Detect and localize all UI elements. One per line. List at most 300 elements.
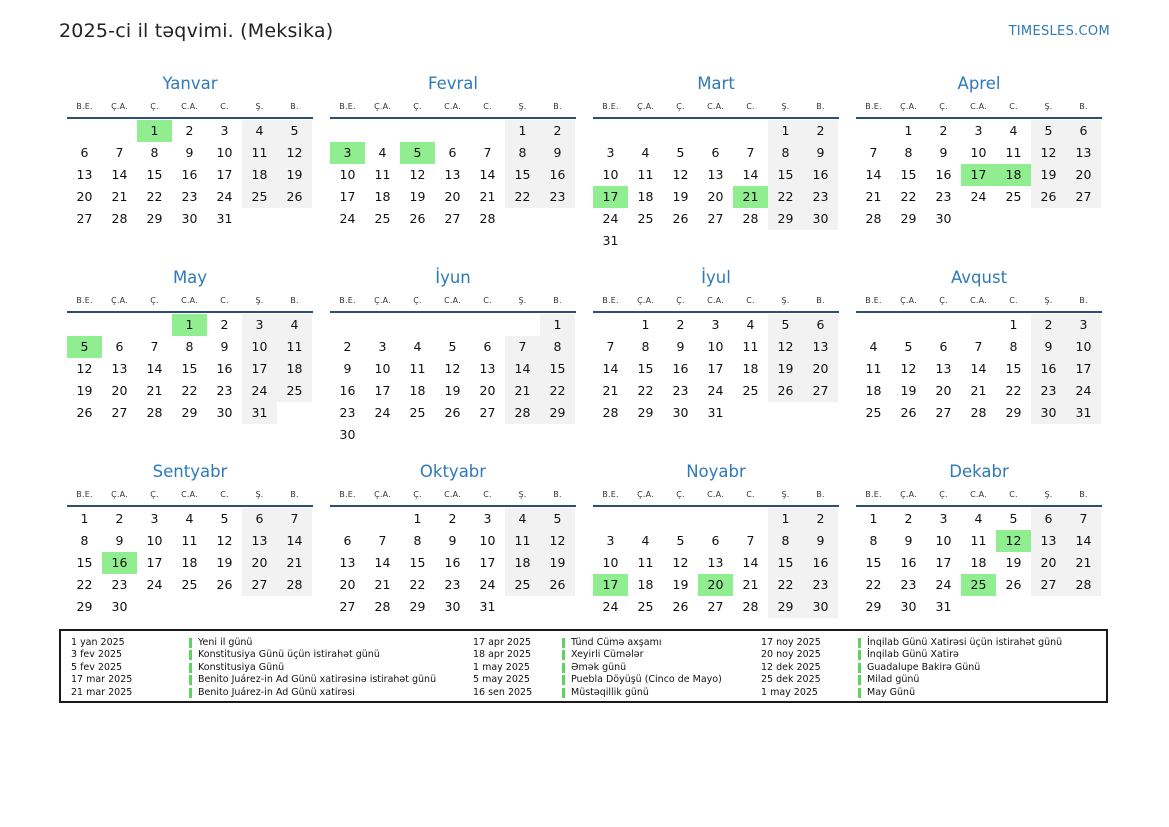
day-cell: 5 — [676, 533, 685, 548]
day-cell: 9 — [803, 142, 838, 164]
day-cell: 2 — [904, 511, 913, 526]
day-cell: 1 — [505, 120, 540, 142]
day-cell: 16 — [540, 164, 575, 186]
weekday-label: C.A. — [181, 490, 198, 499]
day-cell: 25 — [181, 577, 198, 592]
empty-cell — [856, 314, 891, 336]
day-cell: 19 — [216, 555, 233, 570]
holiday-day-cell: 5 — [400, 142, 435, 164]
day-cell: 28 — [479, 211, 496, 226]
day-cell: 24 — [374, 405, 391, 420]
day-cell: 21 — [374, 577, 391, 592]
day-cell: 26 — [277, 186, 312, 208]
day-cell: 2 — [676, 317, 685, 332]
empty-cell — [330, 508, 365, 530]
day-cell: 25 — [637, 211, 654, 226]
day-grid — [67, 507, 313, 618]
holiday-date: 3 fev 2025 — [71, 649, 123, 661]
legend-row — [761, 687, 1091, 699]
day-cell: 25 — [505, 574, 540, 596]
day-cell: 31 — [479, 599, 496, 614]
day-cell: 1 — [80, 511, 89, 526]
day-grid — [593, 507, 839, 618]
day-cell: 24 — [935, 577, 952, 592]
day-cell: 20 — [1031, 552, 1066, 574]
day-cell: 15 — [768, 164, 803, 186]
weekday-label: Ç.A. — [111, 102, 128, 111]
weekday-label: Ç.A. — [900, 490, 917, 499]
weekday-label: Ç.A. — [111, 296, 128, 305]
day-cell: 3 — [606, 533, 615, 548]
day-cell: 9 — [803, 530, 838, 552]
weekday-label: C. — [1009, 102, 1018, 111]
holiday-date: 18 apr 2025 — [473, 649, 532, 661]
empty-cell — [470, 314, 505, 336]
day-cell: 4 — [974, 511, 983, 526]
weekday-label: B. — [290, 490, 299, 499]
day-cell: 30 — [935, 211, 952, 226]
day-cell: 10 — [339, 167, 356, 182]
day-cell: 9 — [540, 142, 575, 164]
weekday-label: B. — [816, 296, 825, 305]
day-cell: 8 — [768, 530, 803, 552]
day-cell: 26 — [672, 599, 689, 614]
day-cell: 20 — [444, 189, 461, 204]
day-cell: 23 — [111, 577, 128, 592]
day-cell: 19 — [1005, 555, 1022, 570]
weekday-label: Ç. — [150, 490, 159, 499]
empty-cell — [365, 120, 400, 142]
weekday-label: Ş. — [1044, 102, 1053, 111]
day-cell: 23 — [935, 189, 952, 204]
day-cell: 26 — [540, 574, 575, 596]
empty-cell — [628, 120, 663, 142]
day-cell: 31 — [707, 405, 724, 420]
month-name: Sentyabr — [152, 462, 228, 481]
day-cell: 30 — [111, 599, 128, 614]
empty-cell — [400, 120, 435, 142]
month-name: Dekabr — [949, 462, 1009, 481]
day-cell: 9 — [448, 533, 457, 548]
day-cell: 29 — [146, 211, 163, 226]
weekday-label: Ç. — [939, 102, 948, 111]
day-cell: 15 — [409, 555, 426, 570]
day-cell: 24 — [479, 577, 496, 592]
legend-row — [71, 674, 451, 686]
day-cell: 9 — [1031, 336, 1066, 358]
day-cell: 30 — [1031, 402, 1066, 424]
day-cell: 11 — [505, 530, 540, 552]
holiday-day-cell: 17 — [593, 186, 628, 208]
day-cell: 30 — [216, 405, 233, 420]
day-cell: 6 — [803, 314, 838, 336]
empty-cell — [67, 120, 102, 142]
day-cell: 9 — [343, 361, 352, 376]
day-cell: 10 — [242, 336, 277, 358]
day-cell: 15 — [900, 167, 917, 182]
day-cell: 22 — [540, 380, 575, 402]
day-cell: 17 — [339, 189, 356, 204]
day-cell: 25 — [865, 405, 882, 420]
day-cell: 1 — [540, 314, 575, 336]
holiday-day-cell: 25 — [961, 574, 996, 596]
weekday-label: B.E. — [76, 296, 93, 305]
weekday-label: C.A. — [707, 490, 724, 499]
day-cell: 23 — [181, 189, 198, 204]
day-cell: 6 — [483, 339, 492, 354]
day-cell: 27 — [111, 405, 128, 420]
day-cell: 10 — [970, 145, 987, 160]
day-cell: 25 — [637, 599, 654, 614]
month-name: Avqust — [950, 268, 1008, 287]
empty-cell — [593, 508, 628, 530]
day-cell: 16 — [339, 383, 356, 398]
day-cell: 29 — [540, 402, 575, 424]
day-cell: 11 — [637, 167, 654, 182]
day-cell: 31 — [242, 402, 277, 424]
weekday-label: B. — [553, 296, 562, 305]
day-cell: 12 — [900, 361, 917, 376]
day-cell: 18 — [970, 555, 987, 570]
day-cell: 30 — [672, 405, 689, 420]
weekday-label: Ç.A. — [637, 296, 654, 305]
weekday-label: C.A. — [970, 296, 987, 305]
day-cell: 23 — [216, 383, 233, 398]
weekday-label: C. — [483, 102, 492, 111]
day-cell: 28 — [111, 211, 128, 226]
holiday-date: 16 sen 2025 — [473, 686, 533, 698]
empty-cell — [365, 508, 400, 530]
holiday-date: 1 may 2025 — [473, 661, 530, 673]
day-cell: 16 — [181, 167, 198, 182]
day-cell: 14 — [1066, 530, 1101, 552]
day-cell: 28 — [1066, 574, 1101, 596]
day-cell: 6 — [448, 145, 457, 160]
day-cell: 1 — [869, 511, 878, 526]
month-name: Mart — [697, 74, 735, 93]
weekday-label: B. — [1079, 296, 1088, 305]
day-grid — [330, 119, 576, 230]
empty-cell — [330, 120, 365, 142]
day-cell: 16 — [900, 555, 917, 570]
weekday-header — [330, 484, 576, 507]
day-cell: 4 — [413, 339, 422, 354]
day-cell: 11 — [374, 167, 391, 182]
day-cell: 23 — [900, 577, 917, 592]
day-cell: 15 — [146, 167, 163, 182]
day-cell: 10 — [146, 533, 163, 548]
empty-cell — [67, 314, 102, 336]
day-cell: 7 — [746, 533, 755, 548]
weekday-label: C.A. — [181, 296, 198, 305]
holiday-name: Guadalupe Bakirə Günü — [867, 661, 981, 673]
legend-row — [71, 649, 451, 661]
day-cell: 5 — [676, 145, 685, 160]
day-cell: 4 — [277, 314, 312, 336]
day-cell: 25 — [277, 380, 312, 402]
holiday-name: İnqilab Günü Xatirəsi üçün istirahət günü — [867, 637, 1063, 648]
holiday-date: 21 mar 2025 — [71, 686, 133, 698]
holiday-marker — [562, 650, 565, 660]
day-cell: 7 — [378, 533, 387, 548]
day-cell: 23 — [672, 383, 689, 398]
day-cell: 8 — [540, 336, 575, 358]
site-brand-link[interactable]: TIMESLES.COM — [1008, 24, 1110, 39]
day-cell: 22 — [146, 189, 163, 204]
day-cell: 15 — [768, 552, 803, 574]
empty-cell — [593, 120, 628, 142]
day-cell: 13 — [935, 361, 952, 376]
day-cell: 2 — [185, 123, 194, 138]
day-cell: 13 — [76, 167, 93, 182]
weekday-label: Ç. — [413, 490, 422, 499]
day-cell: 10 — [216, 145, 233, 160]
day-cell: 24 — [1066, 380, 1101, 402]
weekday-label: C.A. — [970, 102, 987, 111]
day-cell: 16 — [1031, 358, 1066, 380]
day-cell: 8 — [80, 533, 89, 548]
day-cell: 6 — [80, 145, 89, 160]
holiday-marker — [562, 663, 565, 673]
day-cell: 18 — [742, 361, 759, 376]
day-cell: 29 — [1005, 405, 1022, 420]
month-9 — [67, 460, 313, 620]
day-cell: 15 — [76, 555, 93, 570]
day-cell: 8 — [869, 533, 878, 548]
day-cell: 22 — [505, 186, 540, 208]
day-cell: 6 — [711, 145, 720, 160]
day-cell: 6 — [115, 339, 124, 354]
weekday-label: C.A. — [444, 296, 461, 305]
day-cell: 9 — [220, 339, 229, 354]
empty-cell — [698, 508, 733, 530]
day-cell: 8 — [505, 142, 540, 164]
day-cell: 15 — [637, 361, 654, 376]
day-cell: 12 — [409, 167, 426, 182]
day-cell: 25 — [374, 211, 391, 226]
day-cell: 28 — [505, 402, 540, 424]
legend-row — [71, 662, 451, 674]
weekday-label: Ç.A. — [637, 102, 654, 111]
day-cell: 26 — [76, 405, 93, 420]
day-cell: 8 — [641, 339, 650, 354]
month-name: İyul — [701, 268, 731, 287]
day-cell: 31 — [602, 233, 619, 248]
day-cell: 9 — [939, 145, 948, 160]
day-cell: 5 — [540, 508, 575, 530]
day-cell: 13 — [444, 167, 461, 182]
day-cell: 25 — [742, 383, 759, 398]
day-cell: 20 — [707, 189, 724, 204]
day-cell: 17 — [935, 555, 952, 570]
day-cell: 12 — [1031, 142, 1066, 164]
day-cell: 24 — [242, 380, 277, 402]
weekday-label: C. — [220, 296, 229, 305]
empty-cell — [733, 120, 768, 142]
weekday-label: B. — [290, 102, 299, 111]
day-grid — [330, 507, 576, 618]
empty-cell — [102, 314, 137, 336]
day-cell: 18 — [242, 164, 277, 186]
day-cell: 5 — [1009, 511, 1018, 526]
day-cell: 7 — [483, 145, 492, 160]
day-cell: 22 — [181, 383, 198, 398]
day-cell: 3 — [483, 511, 492, 526]
day-cell: 8 — [150, 145, 159, 160]
day-cell: 30 — [339, 427, 356, 442]
weekday-label: Ç. — [676, 102, 685, 111]
month-4 — [856, 72, 1102, 260]
day-grid — [67, 313, 313, 424]
day-cell: 23 — [444, 577, 461, 592]
day-cell: 13 — [707, 555, 724, 570]
legend-row — [761, 662, 1091, 674]
day-cell: 25 — [409, 405, 426, 420]
day-cell: 24 — [146, 577, 163, 592]
legend-column — [761, 637, 1091, 699]
legend-row — [71, 637, 451, 649]
weekday-label: B. — [290, 296, 299, 305]
day-cell: 27 — [803, 380, 838, 402]
day-cell: 23 — [803, 186, 838, 208]
holiday-name: Konstitusiya Günü üçün istirahət günü — [198, 649, 380, 661]
day-cell: 22 — [865, 577, 882, 592]
day-cell: 29 — [768, 208, 803, 230]
legend-row — [71, 687, 451, 699]
weekday-label: B.E. — [865, 102, 882, 111]
day-cell: 26 — [1031, 186, 1066, 208]
weekday-label: B.E. — [865, 296, 882, 305]
day-cell: 20 — [479, 383, 496, 398]
day-cell: 8 — [413, 533, 422, 548]
holiday-date: 12 dek 2025 — [761, 661, 821, 673]
day-cell: 11 — [865, 361, 882, 376]
month-name: Noyabr — [686, 462, 746, 481]
day-grid — [593, 119, 839, 252]
day-cell: 7 — [115, 145, 124, 160]
holiday-name: İnqilab Günü Xatirə — [867, 649, 959, 661]
day-cell: 20 — [242, 552, 277, 574]
weekday-header — [67, 96, 313, 119]
holiday-marker — [562, 688, 565, 698]
day-cell: 20 — [1066, 164, 1101, 186]
month-10 — [330, 460, 576, 620]
day-cell: 11 — [409, 361, 426, 376]
day-cell: 4 — [1009, 123, 1018, 138]
day-cell: 22 — [409, 577, 426, 592]
day-cell: 24 — [602, 599, 619, 614]
empty-cell — [698, 120, 733, 142]
empty-cell — [891, 314, 926, 336]
weekday-label: Ş. — [255, 102, 264, 111]
weekday-label: Ç. — [150, 296, 159, 305]
weekday-label: B.E. — [865, 490, 882, 499]
day-cell: 7 — [746, 145, 755, 160]
day-cell: 22 — [1005, 383, 1022, 398]
day-cell: 29 — [768, 596, 803, 618]
day-cell: 20 — [935, 383, 952, 398]
day-cell: 21 — [111, 189, 128, 204]
day-cell: 16 — [935, 167, 952, 182]
day-cell: 3 — [220, 123, 229, 138]
day-cell: 14 — [505, 358, 540, 380]
month-name: Aprel — [957, 74, 1001, 93]
day-cell: 19 — [444, 383, 461, 398]
day-cell: 14 — [277, 530, 312, 552]
day-cell: 10 — [935, 533, 952, 548]
day-cell: 2 — [1031, 314, 1066, 336]
day-cell: 12 — [444, 361, 461, 376]
holiday-day-cell: 1 — [172, 314, 207, 336]
empty-cell — [593, 314, 628, 336]
day-cell: 18 — [409, 383, 426, 398]
day-cell: 6 — [242, 508, 277, 530]
day-cell: 11 — [277, 336, 312, 358]
weekday-label: C. — [1009, 490, 1018, 499]
day-cell: 11 — [242, 142, 277, 164]
day-cell: 23 — [803, 574, 838, 596]
day-cell: 24 — [339, 211, 356, 226]
day-cell: 16 — [444, 555, 461, 570]
weekday-label: B.E. — [339, 296, 356, 305]
empty-cell — [856, 120, 891, 142]
weekday-label: C.A. — [444, 490, 461, 499]
day-cell: 14 — [374, 555, 391, 570]
holiday-day-cell: 1 — [137, 120, 172, 142]
empty-cell — [926, 314, 961, 336]
month-1 — [67, 72, 313, 260]
day-cell: 21 — [146, 383, 163, 398]
day-cell: 23 — [1031, 380, 1066, 402]
day-cell: 10 — [602, 555, 619, 570]
holiday-date: 17 mar 2025 — [71, 674, 133, 686]
day-cell: 13 — [1066, 142, 1101, 164]
day-cell: 23 — [540, 186, 575, 208]
holiday-day-cell: 17 — [593, 574, 628, 596]
day-cell: 30 — [444, 599, 461, 614]
day-cell: 15 — [865, 555, 882, 570]
empty-cell — [435, 314, 470, 336]
day-cell: 12 — [277, 142, 312, 164]
day-cell: 11 — [637, 555, 654, 570]
day-cell: 7 — [606, 339, 615, 354]
day-cell: 26 — [444, 405, 461, 420]
day-cell: 6 — [1066, 120, 1101, 142]
weekday-label: Ç. — [676, 490, 685, 499]
day-cell: 23 — [339, 405, 356, 420]
holiday-name: Yeni il günü — [198, 637, 253, 648]
holiday-name: Tünd Cümə axşamı — [571, 637, 662, 648]
day-cell: 24 — [602, 211, 619, 226]
weekday-label: Ş. — [1044, 296, 1053, 305]
day-cell: 29 — [76, 599, 93, 614]
day-cell: 3 — [242, 314, 277, 336]
weekday-header — [856, 484, 1102, 507]
day-cell: 7 — [505, 336, 540, 358]
day-cell: 1 — [413, 511, 422, 526]
day-cell: 27 — [339, 599, 356, 614]
weekday-label: B.E. — [602, 296, 619, 305]
holiday-marker — [189, 638, 192, 648]
day-cell: 30 — [900, 599, 917, 614]
day-cell: 9 — [185, 145, 194, 160]
weekday-header — [67, 484, 313, 507]
day-cell: 11 — [742, 339, 759, 354]
day-cell: 7 — [1066, 508, 1101, 530]
day-cell: 6 — [1031, 508, 1066, 530]
empty-cell — [365, 314, 400, 336]
day-cell: 21 — [505, 380, 540, 402]
